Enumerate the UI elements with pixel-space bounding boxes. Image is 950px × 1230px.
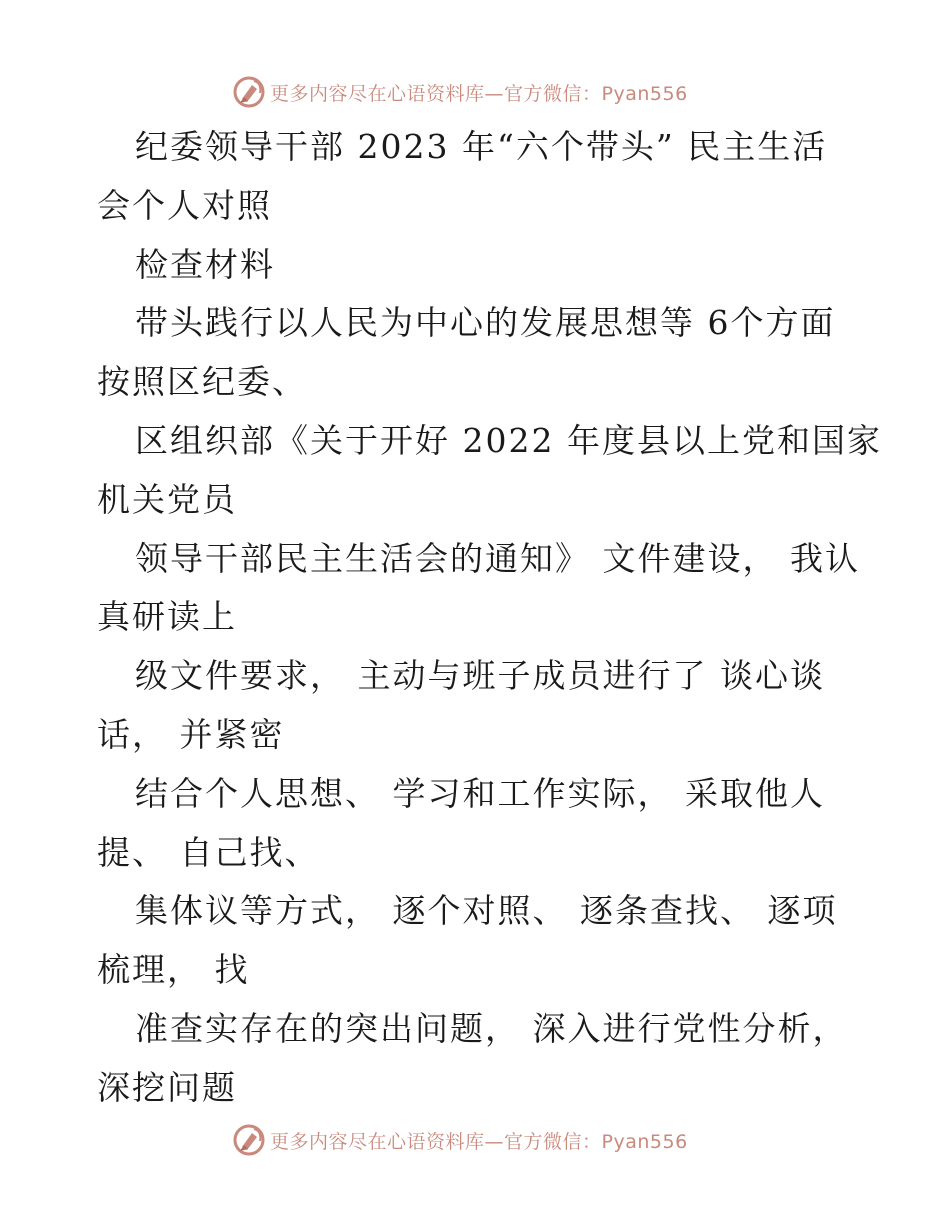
text-line: 按照区纪委、	[97, 362, 307, 402]
text-line: 集体议等方式， 逐个对照、 逐条查找、 逐项	[135, 891, 838, 931]
text-line: 梳理， 找	[97, 950, 250, 990]
text-line: 结合个人思想、 学习和工作实际， 采取他人	[135, 773, 825, 813]
text-line: 机关党员	[97, 479, 237, 519]
text-line: 带头践行以人民为中心的发展思想等 6个方面	[135, 303, 836, 343]
pen-logo-icon	[232, 1123, 266, 1157]
text-line: 真研读上	[97, 597, 237, 637]
text-line: 领导干部民主生活会的通知》 文件建设， 我认	[135, 538, 860, 578]
watermark-header	[232, 72, 688, 112]
text-line: 纪委领导干部 2023 年“六个带头” 民主生活	[135, 127, 828, 166]
watermark-footer	[232, 1120, 688, 1160]
document-body	[97, 118, 882, 1118]
pen-logo-icon	[232, 75, 266, 109]
watermark-text: 更多内容尽在心语资料库—官方微信：Pyan556	[270, 82, 688, 105]
text-line: 级文件要求， 主动与班子成员进行了 谈心谈	[135, 656, 825, 696]
text-line: 提、 自己找、	[97, 832, 320, 872]
text-line: 区组织部《关于开好 2022 年度县以上党和国家	[135, 420, 882, 460]
text-line: 会个人对照	[97, 185, 272, 225]
text-line: 深挖问题	[97, 1067, 237, 1107]
watermark-text: 更多内容尽在心语资料库—官方微信：Pyan556	[270, 1130, 688, 1153]
text-line: 话， 并紧密	[97, 714, 285, 754]
text-line: 准查实存在的突出问题， 深入进行党性分析，	[135, 1008, 848, 1048]
text-line: 检查材料	[135, 244, 275, 284]
